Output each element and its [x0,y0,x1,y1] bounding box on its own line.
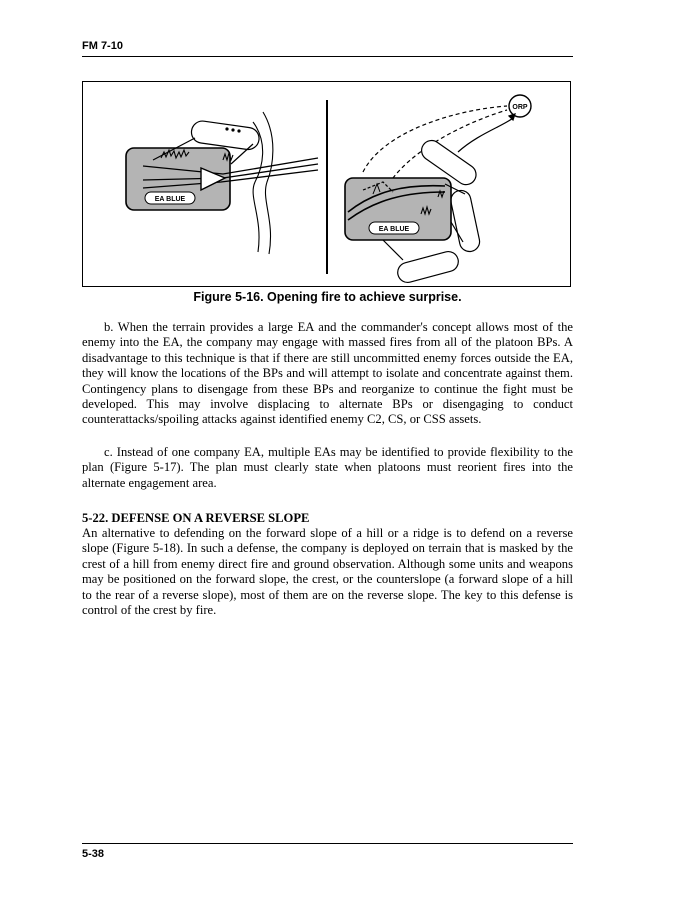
page-number: 5-38 [82,848,105,860]
figure-illustration [83,82,572,288]
header-rule [82,56,573,57]
paragraph-b: b. When the terrain provides a large EA and the commander's concept allows most of the enemy into the EA, the company may engage with massed fires from all of the platoon BPs. A disadvantage to this technique is that if there are still uncommitted enemy forces outside the EA, they will know the locations of the BPs and will attempt to isolate and concentrate against them. Contingency plans to disengage from these BPs and reorganize to continue the fight must be developed. This may involve displacing to alternate BPs or disengaging to conduct counterattacks/spoiling attacks against identified enemy C2, CS, or CSS assets. [82,320,573,427]
figure-caption: Figure 5-16. Opening fire to achieve surprise. [193,290,462,304]
right-battle-position-bottom [395,249,460,284]
orp-label: ORP [512,104,528,111]
footer-rule [82,843,573,844]
manual-id: FM 7-10 [82,40,123,52]
paragraph-c: c. Instead of one company EA, multiple EAs may be identified to provide flexibility to the plan (Figure 5-17). The plan must clearly state when platoons must reorient fires into the alternate engagement area. [82,445,573,490]
right-ea-label: EA BLUE [378,226,410,233]
section-heading: 5-22. DEFENSE ON A REVERSE SLOPE [82,511,310,525]
figure-5-16 [82,81,571,287]
right-panel [345,95,531,285]
left-ea-label: EA BLUE [154,196,186,203]
right-battle-position-right [449,189,481,254]
left-panel [126,112,318,254]
section-text: An alternative to defending on the forward slope of a hill or a ridge is to defend on a reverse slope (Figure 5-18). In such a defense, the company is deployed on terrain that is masked by the crest of a hill from enemy direct fire and ground observation. Although some units and weapons may be positioned on the forward slope, the crest, or the counterslope (a forward slope of a hill to the rear of a reverse slope), most of them are on the reverse slope. The key to this defense is control of the crest by fire. [82,526,573,618]
